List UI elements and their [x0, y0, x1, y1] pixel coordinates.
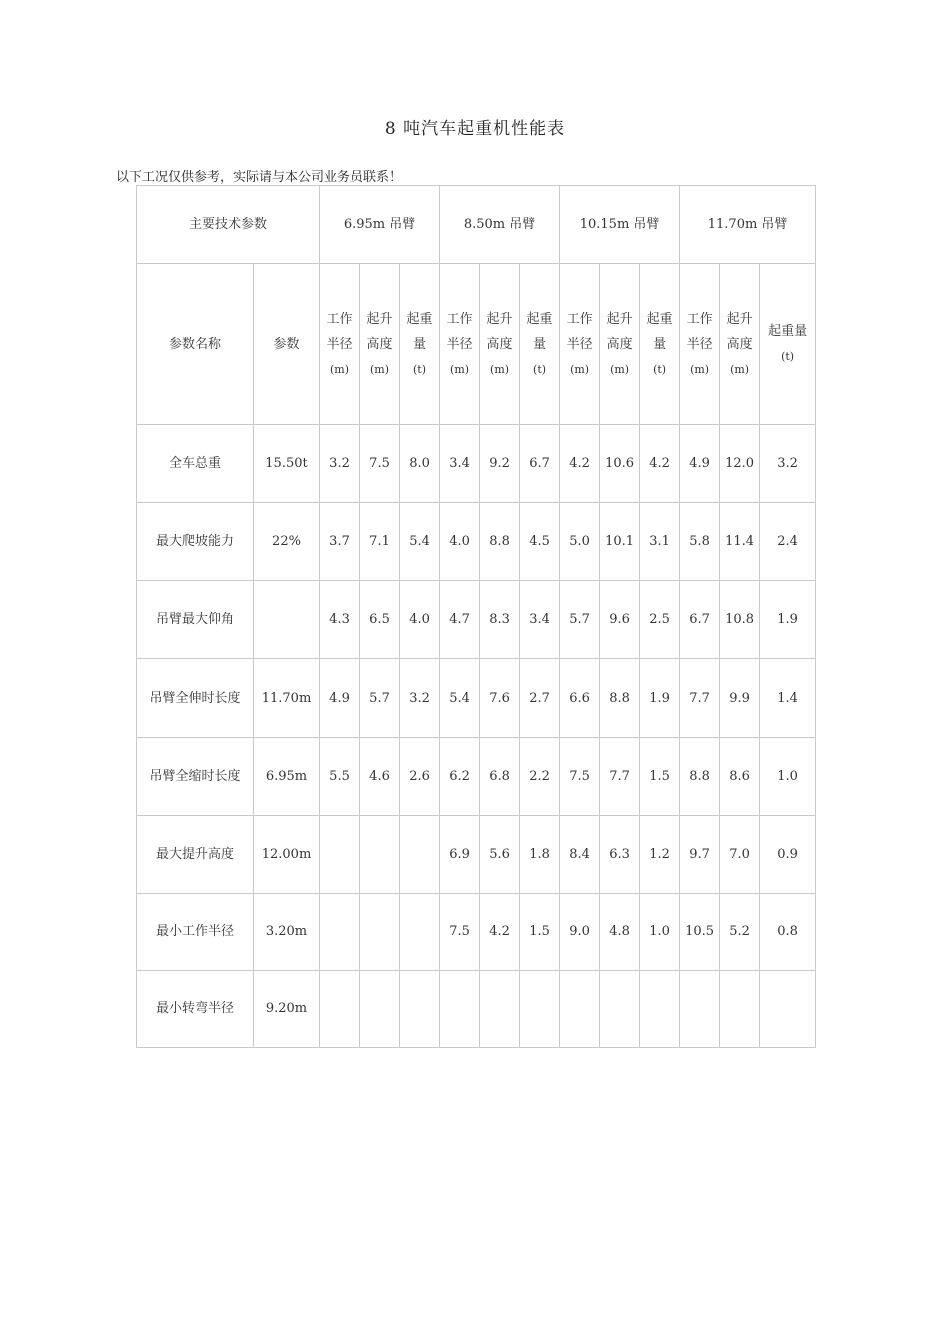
- table-cell: [400, 893, 440, 970]
- table-cell: 1.0: [760, 737, 816, 815]
- table-cell: 6.9: [440, 815, 480, 893]
- table-cell: 4.3: [320, 581, 360, 659]
- table-cell: 4.8: [600, 893, 640, 970]
- table-cell: 4.9: [320, 659, 360, 737]
- table-cell: [640, 970, 680, 1047]
- table-cell: 4.2: [560, 425, 600, 503]
- table-cell: 7.1: [360, 503, 400, 581]
- table-cell: 1.2: [640, 815, 680, 893]
- col-header-line: 工作: [446, 311, 473, 327]
- table-cell: 1.9: [640, 659, 680, 737]
- param-value-cell: 6.95m: [254, 737, 320, 815]
- table-cell: 6.7: [520, 425, 560, 503]
- boom-header-2: 8.50m 吊臂: [440, 186, 560, 264]
- table-cell: 4.2: [480, 893, 520, 970]
- table-cell: 8.8: [480, 503, 520, 581]
- table-row: [137, 737, 816, 815]
- col-header-load-boom1: [400, 264, 440, 425]
- table-cell: 5.7: [560, 581, 600, 659]
- table-cell: 6.3: [600, 815, 640, 893]
- col-header-line: 起重: [646, 311, 673, 327]
- col-header-height-boom1: [360, 264, 400, 425]
- col-header-line: (m): [330, 362, 350, 376]
- param-name-cell: 最大爬坡能力: [137, 503, 254, 581]
- reference-note: 以下工况仅供参考，实际请与本公司业务员联系！: [116, 170, 403, 185]
- table-cell: [320, 970, 360, 1047]
- table-cell: 1.8: [520, 815, 560, 893]
- table-row: [137, 659, 816, 737]
- col-header-line: 工作: [566, 311, 593, 327]
- col-header-line: 半径: [326, 336, 353, 352]
- col-header-height-boom4: [720, 264, 760, 425]
- param-name-cell: 最大提升高度: [137, 815, 254, 893]
- table-cell: 1.0: [640, 893, 680, 970]
- table-cell: 2.2: [520, 737, 560, 815]
- col-header-line: 量: [413, 336, 427, 352]
- col-header-line: 半径: [446, 336, 473, 352]
- table-cell: 2.7: [520, 659, 560, 737]
- table-row: [137, 815, 816, 893]
- table-cell: 9.6: [600, 581, 640, 659]
- col-header-radius-boom2: [440, 264, 480, 425]
- table-cell: 5.2: [720, 893, 760, 970]
- param-value-header: 参数: [254, 264, 320, 425]
- table-cell: 9.2: [480, 425, 520, 503]
- param-name-header: 参数名称: [137, 264, 254, 425]
- col-header-radius-boom1: [320, 264, 360, 425]
- table-cell: [600, 970, 640, 1047]
- col-header-line: 量: [653, 336, 667, 352]
- col-header-line: 半径: [686, 336, 713, 352]
- main-params-header: 主要技术参数: [137, 186, 320, 264]
- table-cell: 8.8: [600, 659, 640, 737]
- table-cell: 10.8: [720, 581, 760, 659]
- col-header-radius-boom3: [560, 264, 600, 425]
- table-cell: 4.2: [640, 425, 680, 503]
- col-header-line: (t): [413, 362, 427, 376]
- param-value-cell: 15.50t: [254, 425, 320, 503]
- table-cell: 6.8: [480, 737, 520, 815]
- table-cell: 5.6: [480, 815, 520, 893]
- table-cell: 8.4: [560, 815, 600, 893]
- param-name-cell: 最小工作半径: [137, 893, 254, 970]
- table-cell: 8.0: [400, 425, 440, 503]
- table-cell: 12.0: [720, 425, 760, 503]
- col-header-line: (m): [610, 362, 630, 376]
- col-header-line: (m): [490, 362, 510, 376]
- table-cell: [760, 970, 816, 1047]
- boom-header-1: 6.95m 吊臂: [320, 186, 440, 264]
- page-title: 8 吨汽车起重机性能表: [384, 119, 566, 139]
- table-cell: 0.9: [760, 815, 816, 893]
- param-name-cell: 吊臂最大仰角: [137, 581, 254, 659]
- table-cell: 5.4: [440, 659, 480, 737]
- table-cell: 3.4: [520, 581, 560, 659]
- table-cell: [360, 815, 400, 893]
- boom-header-4: 11.70m 吊臂: [680, 186, 816, 264]
- table-cell: 5.8: [680, 503, 720, 581]
- table-cell: 2.4: [760, 503, 816, 581]
- table-cell: 2.6: [400, 737, 440, 815]
- table-cell: 4.9: [680, 425, 720, 503]
- table-cell: 3.2: [400, 659, 440, 737]
- table-cell: 1.5: [640, 737, 680, 815]
- col-header-line: 高度: [486, 336, 513, 352]
- table-cell: [360, 970, 400, 1047]
- table-cell: 7.5: [560, 737, 600, 815]
- col-header-line: 高度: [606, 336, 633, 352]
- table-cell: 10.1: [600, 503, 640, 581]
- col-header-line: 起重量: [768, 324, 808, 340]
- table-cell: 5.7: [360, 659, 400, 737]
- col-header-line: 起升: [366, 311, 393, 327]
- table-cell: 8.3: [480, 581, 520, 659]
- table-cell: 10.6: [600, 425, 640, 503]
- table-cell: 4.0: [400, 581, 440, 659]
- param-name-cell: 吊臂全缩时长度: [137, 737, 254, 815]
- table-row: [137, 581, 816, 659]
- table-cell: [400, 970, 440, 1047]
- table-cell: 8.6: [720, 737, 760, 815]
- col-header-height-boom3: [600, 264, 640, 425]
- col-header-line: 起升: [486, 311, 513, 327]
- table-cell: 3.4: [440, 425, 480, 503]
- col-header-line: 起重: [526, 311, 553, 327]
- table-row: [137, 503, 816, 581]
- table-cell: 7.7: [600, 737, 640, 815]
- col-header-line: 半径: [566, 336, 593, 352]
- table-cell: [520, 970, 560, 1047]
- table-cell: 7.7: [680, 659, 720, 737]
- table-cell: [400, 815, 440, 893]
- table-cell: 3.1: [640, 503, 680, 581]
- param-name-cell: 最小转弯半径: [137, 970, 254, 1047]
- table-cell: 6.2: [440, 737, 480, 815]
- table-cell: 7.6: [480, 659, 520, 737]
- table-cell: 1.5: [520, 893, 560, 970]
- table-cell: 4.6: [360, 737, 400, 815]
- col-header-height-boom2: [480, 264, 520, 425]
- col-header-line: (m): [690, 362, 710, 376]
- table-cell: 2.5: [640, 581, 680, 659]
- table-row: [137, 893, 816, 970]
- col-header-line: (t): [781, 350, 795, 364]
- table-cell: [560, 970, 600, 1047]
- table-cell: 9.0: [560, 893, 600, 970]
- table-cell: 7.5: [360, 425, 400, 503]
- table-cell: 6.7: [680, 581, 720, 659]
- header-row-booms: [137, 186, 816, 264]
- param-value-cell: 11.70m: [254, 659, 320, 737]
- col-header-line: 起重: [406, 311, 433, 327]
- param-value-cell: [254, 581, 320, 659]
- table-cell: 5.4: [400, 503, 440, 581]
- table-cell: 6.6: [560, 659, 600, 737]
- col-header-line: (t): [533, 362, 547, 376]
- table-cell: 7.5: [440, 893, 480, 970]
- col-header-line: (m): [370, 362, 390, 376]
- table-cell: 11.4: [720, 503, 760, 581]
- param-value-cell: 12.00m: [254, 815, 320, 893]
- table-cell: 7.0: [720, 815, 760, 893]
- col-header-line: (m): [450, 362, 470, 376]
- col-header-line: 量: [533, 336, 547, 352]
- table-cell: 4.0: [440, 503, 480, 581]
- col-header-line: 起升: [726, 311, 753, 327]
- col-header-line: 工作: [326, 311, 353, 327]
- table-cell: 6.5: [360, 581, 400, 659]
- header-row-columns: [137, 264, 816, 425]
- param-name-cell: 全车总重: [137, 425, 254, 503]
- table-cell: 5.0: [560, 503, 600, 581]
- table-cell: 1.9: [760, 581, 816, 659]
- table-cell: 9.7: [680, 815, 720, 893]
- table-cell: 4.7: [440, 581, 480, 659]
- table-cell: [440, 970, 480, 1047]
- table-cell: 9.9: [720, 659, 760, 737]
- col-header-load-boom4: [760, 264, 816, 425]
- table-cell: 3.7: [320, 503, 360, 581]
- table-cell: [680, 970, 720, 1047]
- table-cell: [360, 893, 400, 970]
- col-header-load-boom2: [520, 264, 560, 425]
- col-header-line: (m): [730, 362, 750, 376]
- table-cell: [720, 970, 760, 1047]
- param-value-cell: 22%: [254, 503, 320, 581]
- col-header-line: 高度: [366, 336, 393, 352]
- col-header-load-boom3: [640, 264, 680, 425]
- table-cell: [480, 970, 520, 1047]
- table-cell: 1.4: [760, 659, 816, 737]
- boom-header-3: 10.15m 吊臂: [560, 186, 680, 264]
- table-row: [137, 970, 816, 1047]
- crane-performance-table: [136, 185, 816, 1048]
- col-header-line: 起升: [606, 311, 633, 327]
- col-header-line: 高度: [726, 336, 753, 352]
- table-cell: 0.8: [760, 893, 816, 970]
- param-name-cell: 吊臂全伸时长度: [137, 659, 254, 737]
- col-header-radius-boom4: [680, 264, 720, 425]
- col-header-line: (t): [653, 362, 667, 376]
- table-cell: [320, 893, 360, 970]
- table-cell: 3.2: [320, 425, 360, 503]
- col-header-line: 工作: [686, 311, 713, 327]
- table-cell: [320, 815, 360, 893]
- param-value-cell: 9.20m: [254, 970, 320, 1047]
- table-cell: 10.5: [680, 893, 720, 970]
- col-header-line: (m): [570, 362, 590, 376]
- table-cell: 4.5: [520, 503, 560, 581]
- param-value-cell: 3.20m: [254, 893, 320, 970]
- table-cell: 5.5: [320, 737, 360, 815]
- table-cell: 3.2: [760, 425, 816, 503]
- table-row: [137, 425, 816, 503]
- table-cell: 8.8: [680, 737, 720, 815]
